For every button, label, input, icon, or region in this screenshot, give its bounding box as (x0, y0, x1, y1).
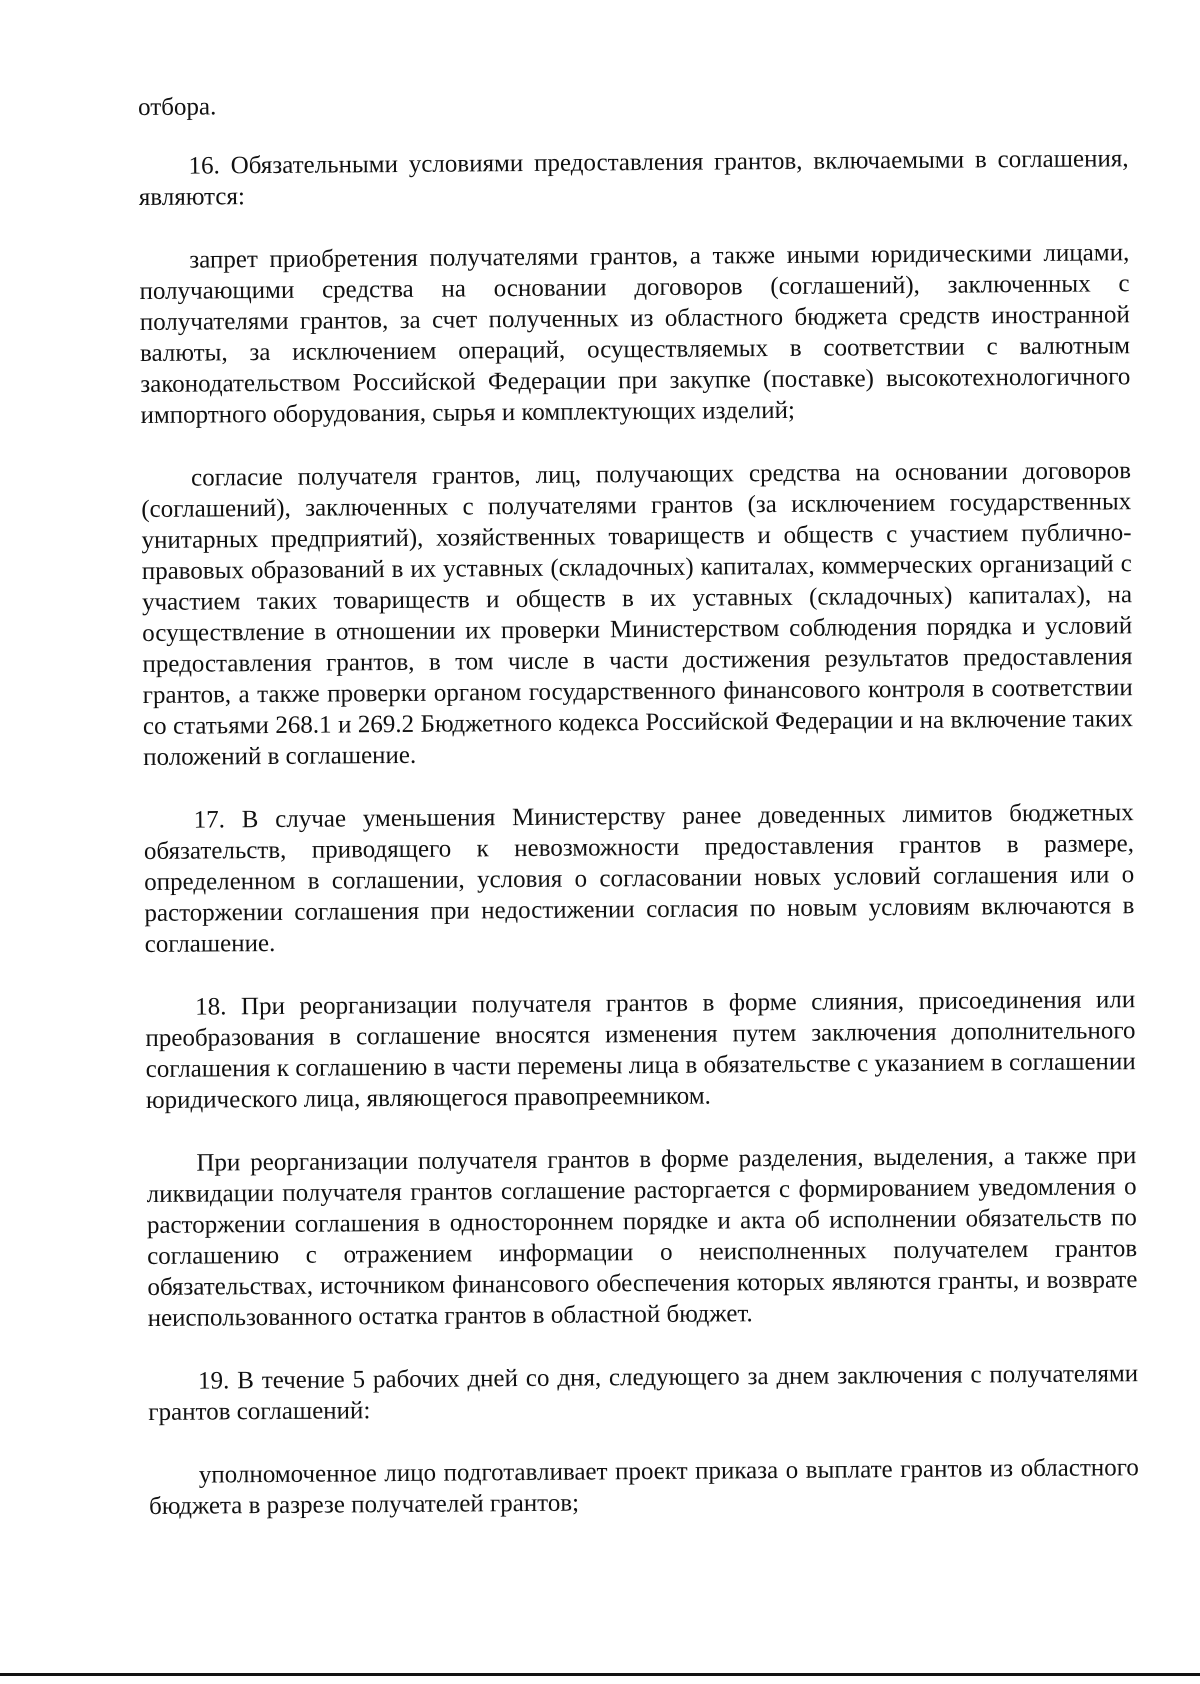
paragraph-18: 18. При реорганизации получателя грантов в форме слияния, присоединения или преобразования в соглашение вносятся изменения путем заключения дополнительного соглашения к соглашению в части перемены лица в обязательстве с указанием в соглашении юридического лица, являющегося правопреемником. (145, 986, 1136, 1114)
paragraph-16: 16. Обязательными условиями предоставления грантов, включаемыми в соглашения, являются: (138, 145, 1129, 211)
paragraph-18-division: При реорганизации получателя грантов в форме разделения, выделения, а также при ликвидации получателя грантов соглашение расторгается с формированием уведомления о расторжении соглашения в одностороннем порядке и акта об исполнении обязательств по соглашению с отражением информации о неисполненных получателем грантов обязательствах, источником финансового обеспечения которых являются гранты, и возврате неиспользованного остатка грантов в областной бюджет. (146, 1142, 1138, 1332)
paragraph-16-inspection-consent: согласие получателя грантов, лиц, получающих средства на основании договоров (соглашений), заключенных с получателями грантов (за исключением государственных унитарных предприятий), хозяйственных товариществ и обществ с участием публично-правовых образований в их уставных (складочных) капиталах, коммерческих организаций с участием таких товариществ и обществ в их уставных (складочных) капиталах), на осуществление в отношении их проверки Министерством соблюдения порядка и условий предоставления грантов, в том числе в части достижения результатов предоставления грантов, а также проверки органом государственного финансового контроля в соответствии со статьями 268.1 и 269.2 Бюджетного кодекса Российской Федерации и на включение таких положений в соглашение. (141, 457, 1134, 771)
paragraph-16-currency-prohibition: запрет приобретения получателями грантов, а также иными юридическими лицами, получающими средства на основании договоров (соглашений), заключенных с получателями грантов, за счет полученных из областного бюджета средств иностранной валюты, за исключением операций, осуществляемых в соответствии с валютным законодательством Российской Федерации при закупке (поставке) высокотехнологичного импортного оборудования, сырья и комплектующих изделий; (139, 239, 1131, 429)
paragraph-19: 19. В течение 5 рабочих дней со дня, следующего за днем заключения с получателями грантов соглашений: (148, 1360, 1139, 1426)
continuation-paragraph: отбора. (138, 93, 217, 121)
document-page (138, 84, 1139, 1554)
paragraph-17: 17. В случае уменьшения Министерству ранее доведенных лимитов бюджетных обязательств, приводящего к невозможности предоставления грантов в размере, определенном в соглашении, условия о согласовании новых условий соглашения или о расторжении соглашения при недостижении согласия по новым условиям включаются в соглашение. (143, 799, 1135, 958)
paragraph-19-order-draft: уполномоченное лицо подготавливает проект приказа о выплате грантов из областного бюджета в разрезе получателей грантов; (149, 1454, 1139, 1520)
page-bottom-rule (0, 1673, 1200, 1676)
